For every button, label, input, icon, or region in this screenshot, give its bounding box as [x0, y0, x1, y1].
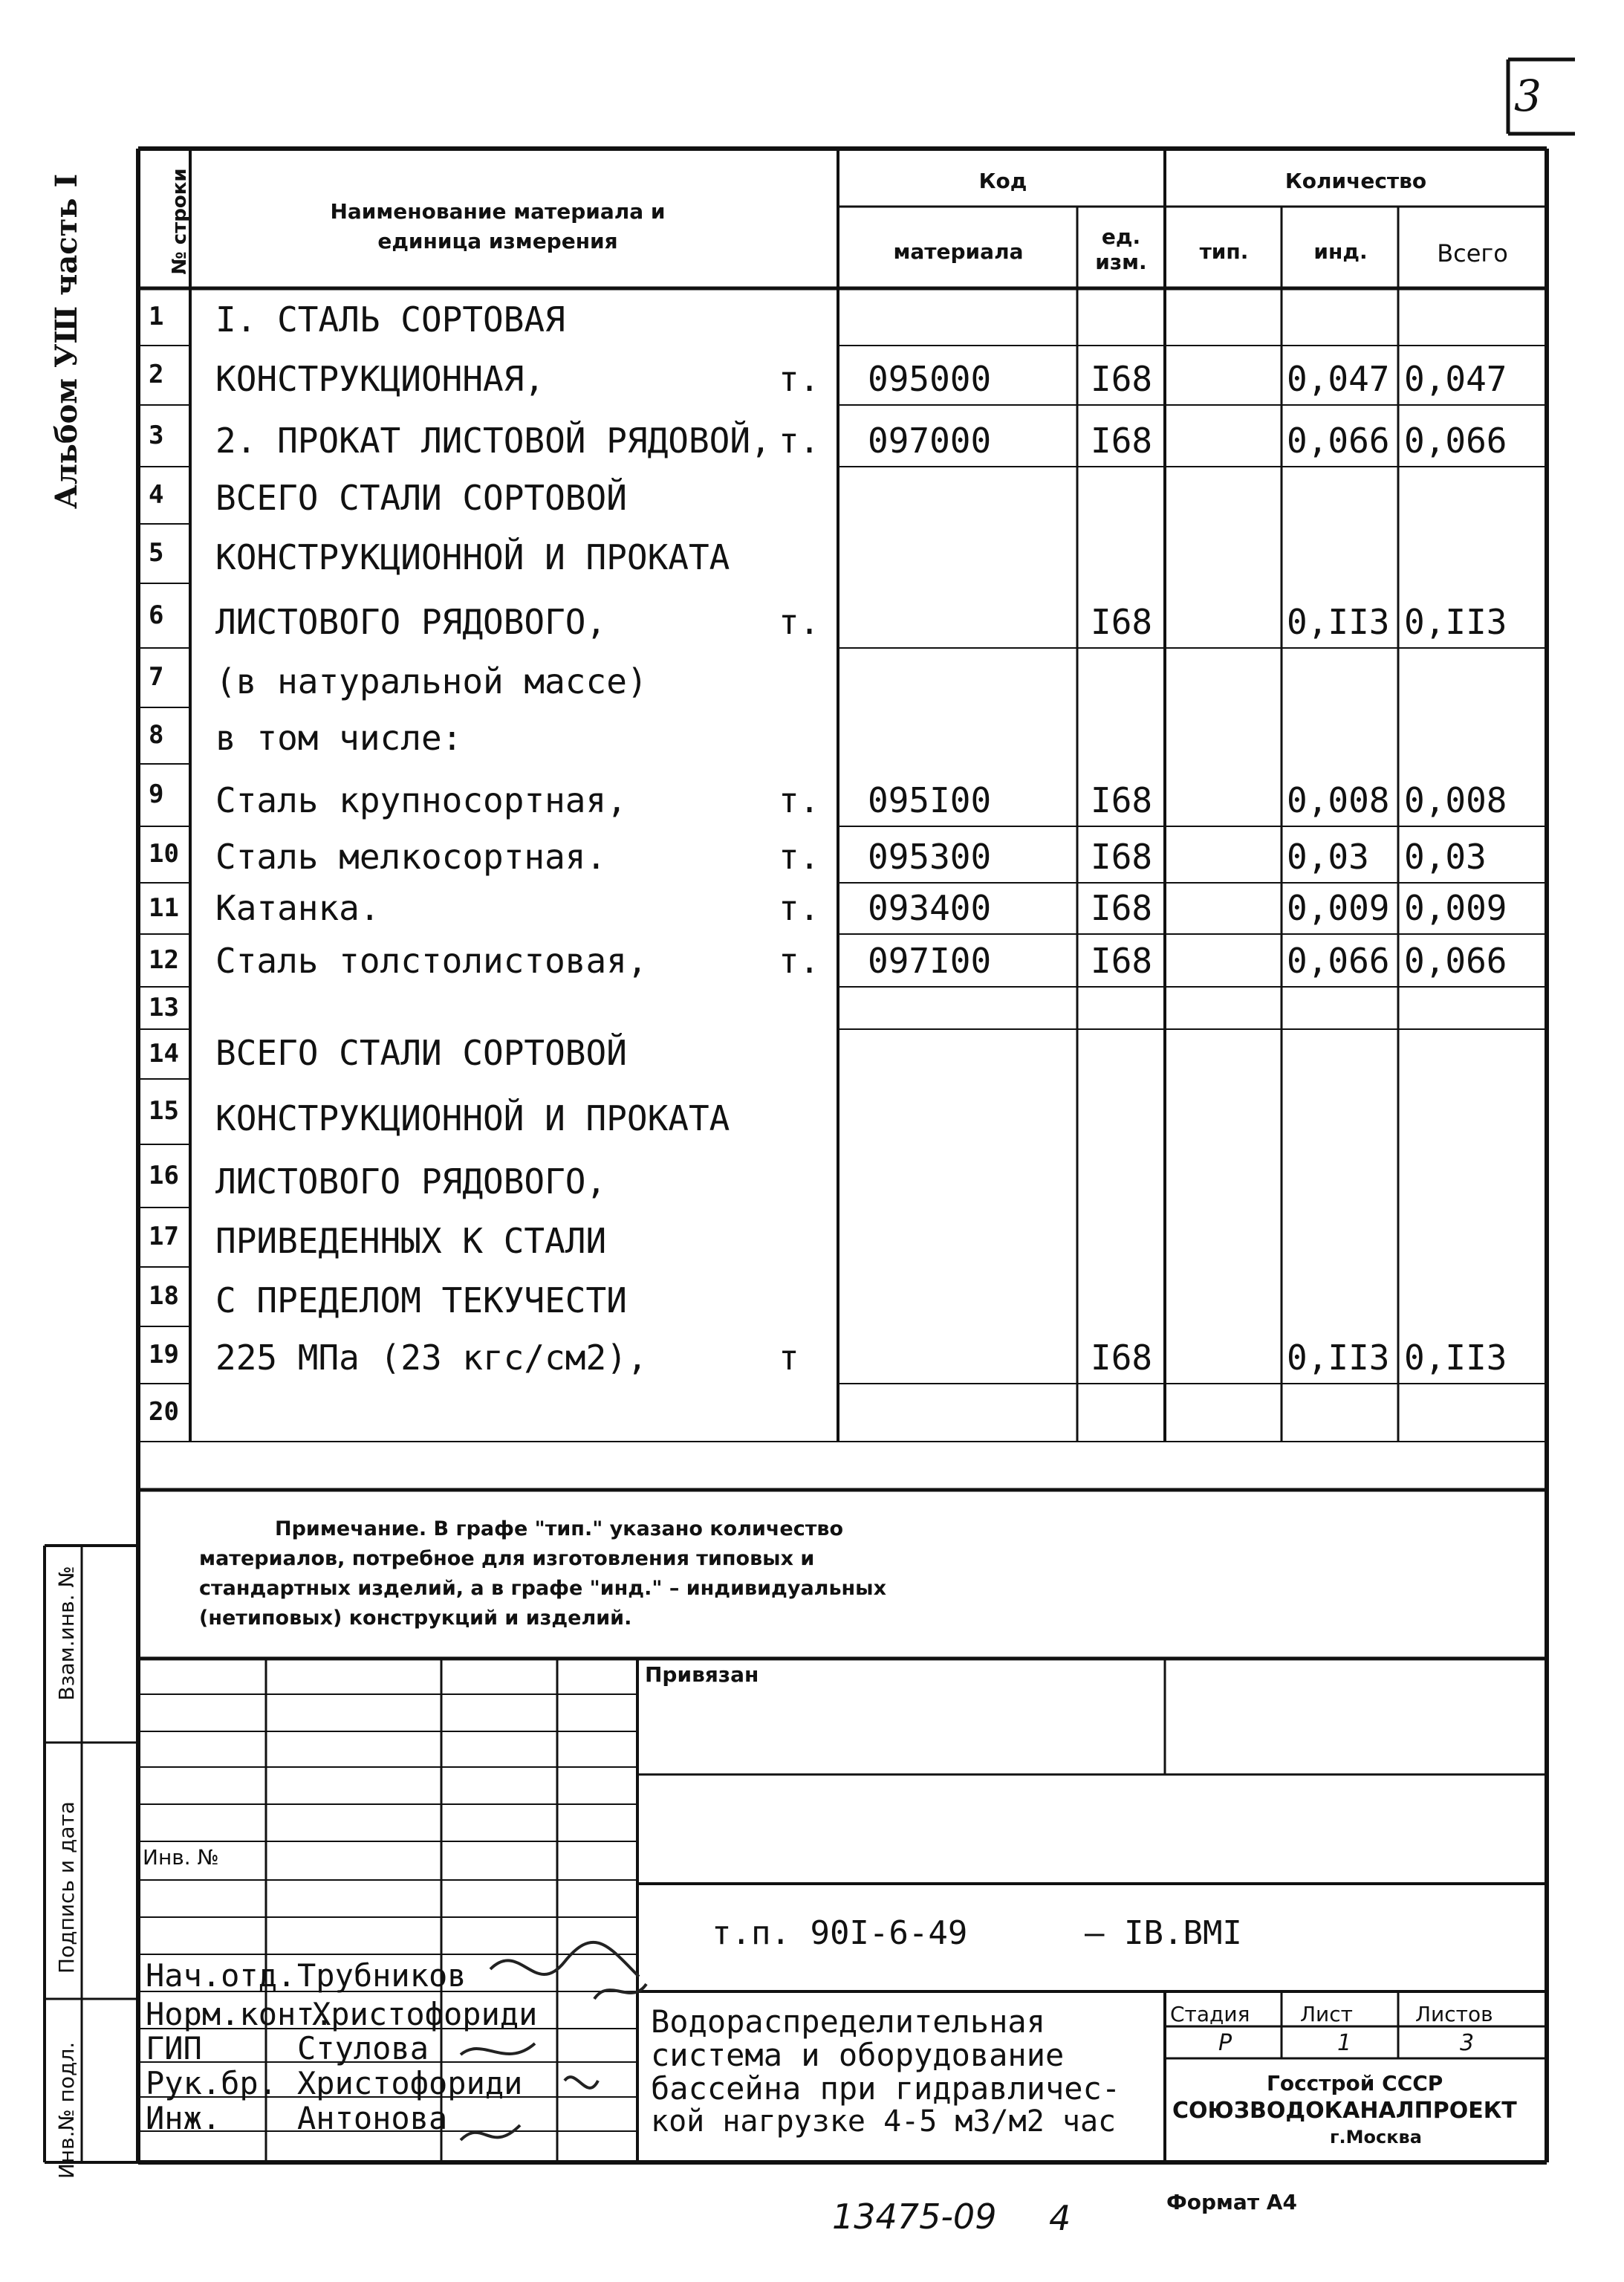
unit-code: I68	[1091, 837, 1153, 877]
inv-no-label: Инв. №	[143, 1845, 219, 1870]
material-name: 2. ПРОКАТ ЛИСТОВОЙ РЯДОВОЙ,	[215, 421, 771, 461]
row-number: 3	[149, 420, 164, 450]
note-line-2: материалов, потребное для изготовления типовых и	[199, 1547, 815, 1570]
staff-role: Нач.отд.	[146, 1957, 296, 1994]
header-code: Код	[978, 169, 1027, 193]
row-number: 2	[149, 360, 164, 389]
header-row-number: № строки	[169, 168, 191, 275]
unit-code: I68	[1091, 888, 1153, 928]
row-number: 12	[149, 944, 179, 975]
header-qty-typical: тип.	[1199, 239, 1249, 264]
row-number: 4	[149, 479, 164, 510]
stage-value: Р	[1218, 2030, 1232, 2056]
material-name: ВСЕГО СТАЛИ СОРТОВОЙ	[215, 1033, 627, 1073]
material-code: 095I00	[868, 780, 992, 820]
title-line-2: система и оборудование	[651, 2037, 1065, 2073]
replace-inv-label: Взам.инв. №	[54, 1566, 79, 1701]
qty-individual: 0,047	[1287, 359, 1390, 399]
material-name: Сталь мелкосортная.	[215, 837, 607, 877]
unit: т	[779, 1338, 799, 1378]
qty-individual: 0,II3	[1287, 602, 1390, 642]
row-number: 15	[149, 1096, 179, 1126]
sheets-label: Листов	[1415, 2002, 1493, 2026]
staff-name: Христофориди	[312, 1996, 538, 2032]
row-number: 5	[149, 538, 164, 568]
header-quantity: Количество	[1284, 169, 1427, 193]
stage-label: Стадия	[1170, 2002, 1250, 2026]
row-number: 14	[149, 1038, 179, 1069]
unit-code: I68	[1091, 421, 1153, 461]
row-number: 10	[149, 839, 179, 869]
material-name: ЛИСТОВОГО РЯДОВОГО,	[215, 602, 607, 642]
unit: т.	[779, 941, 820, 981]
row-number: 1	[149, 301, 164, 331]
row-number: 18	[149, 1281, 179, 1311]
material-name: Сталь крупносортная,	[215, 780, 627, 820]
original-inv-label: Инв.№ подл.	[54, 2041, 79, 2179]
row-number: 9	[149, 779, 164, 809]
material-code: 095000	[868, 359, 992, 399]
material-code: 093400	[868, 888, 992, 928]
unit: т.	[779, 421, 820, 461]
format-label: Формат А4	[1166, 2190, 1297, 2214]
note-line-4: (нетиповых) конструкций и изделий.	[199, 1607, 632, 1630]
page-number: 3	[1514, 71, 1542, 121]
qty-total: 0,066	[1404, 941, 1507, 981]
qty-individual: 0,009	[1287, 888, 1390, 928]
row-number: 20	[149, 1397, 179, 1427]
note-line-1: Примечание. В графе "тип." указано количество	[275, 1517, 844, 1540]
unit-code: I68	[1091, 1338, 1153, 1378]
unit: т.	[779, 837, 820, 877]
unit: т.	[779, 359, 820, 399]
staff-role: Инж.	[146, 2100, 221, 2136]
material-name: КОНСТРУКЦИОННАЯ,	[215, 359, 545, 399]
org-line-2: СОЮЗВОДОКАНАЛПРОЕКТ	[1172, 2098, 1517, 2124]
sheet-label: Лист	[1300, 2002, 1353, 2026]
unit: т.	[779, 602, 820, 642]
material-name: I. СТАЛЬ СОРТОВАЯ	[215, 299, 565, 340]
material-code: 095300	[868, 837, 992, 877]
qty-individual: 0,066	[1287, 941, 1390, 981]
material-name: в том числе:	[215, 718, 463, 758]
qty-individual: 0,066	[1287, 421, 1390, 461]
row-number: 13	[149, 992, 179, 1022]
unit-code: I68	[1091, 941, 1153, 981]
qty-individual: 0,008	[1287, 780, 1390, 820]
title-line-1: Водораспределительная	[651, 2003, 1046, 2040]
title-line-3: бассейна при гидравличес-	[651, 2070, 1121, 2107]
header-code-material: материала	[893, 239, 1024, 264]
material-name: ВСЕГО СТАЛИ СОРТОВОЙ	[215, 478, 627, 518]
qty-total: 0,008	[1404, 780, 1507, 820]
sheets-value: 3	[1460, 2030, 1475, 2056]
sheet-value: 1	[1337, 2030, 1352, 2056]
unit-code: I68	[1091, 602, 1153, 642]
unit-code: I68	[1091, 780, 1153, 820]
row-number: 8	[149, 720, 164, 750]
material-name: Сталь толстолистовая,	[215, 941, 648, 981]
header-qty-individual: инд.	[1313, 239, 1368, 264]
material-name: ПРИВЕДЕННЫХ К СТАЛИ	[215, 1221, 607, 1261]
qty-individual: 0,II3	[1287, 1338, 1390, 1378]
row-number: 6	[149, 600, 164, 630]
note-line-3: стандартных изделий, а в графе "инд." – индивидуальных	[199, 1577, 887, 1600]
material-name: С ПРЕДЕЛОМ ТЕКУЧЕСТИ	[215, 1280, 627, 1320]
signature-date-label: Подпись и дата	[54, 1801, 79, 1974]
row-number: 7	[149, 662, 164, 692]
staff-role: ГИП	[146, 2030, 202, 2067]
qty-individual: 0,03	[1287, 837, 1369, 877]
unit: т.	[779, 888, 820, 928]
staff-role: Рук.бр.	[146, 2065, 278, 2101]
staff-name: Трубников	[297, 1957, 467, 1994]
material-name: Катанка.	[215, 888, 380, 928]
row-number: 11	[149, 892, 179, 923]
privyazan-label: Привязан	[645, 1662, 759, 1687]
org-line-1: Госстрой СССР	[1267, 2071, 1443, 2095]
footer-handwritten-mark: 4	[1049, 2198, 1071, 2238]
staff-name: Антонова	[297, 2100, 448, 2136]
qty-total: 0,066	[1404, 421, 1507, 461]
album-label: Альбом УШ часть I	[49, 173, 84, 509]
qty-total: 0,009	[1404, 888, 1507, 928]
material-name: ЛИСТОВОГО РЯДОВОГО,	[215, 1161, 607, 1202]
material-name: КОНСТРУКЦИОННОЙ И ПРОКАТА	[215, 537, 730, 577]
material-code: 097000	[868, 421, 992, 461]
material-code: 097I00	[868, 941, 992, 981]
header-material-name: Наименование материала и единица измерения	[330, 199, 666, 253]
qty-total: 0,03	[1404, 837, 1487, 877]
row-number: 17	[149, 1222, 179, 1251]
doc-suffix: – IВ.ВМI	[1085, 1914, 1242, 1952]
material-name: (в натуральной массе)	[215, 661, 648, 701]
header-qty-total: Всего	[1437, 239, 1508, 268]
header-code-unit: ед. изм.	[1095, 224, 1147, 274]
doc-code: т.п. 90I-6-49	[712, 1914, 968, 1952]
qty-total: 0,047	[1404, 359, 1507, 399]
material-name: 225 МПа (23 кгс/см2),	[215, 1338, 648, 1378]
staff-role: Норм.конт.	[146, 1996, 334, 2032]
row-number: 16	[149, 1160, 179, 1190]
qty-total: 0,II3	[1404, 1338, 1507, 1378]
material-name: КОНСТРУКЦИОННОЙ И ПРОКАТА	[215, 1098, 730, 1138]
unit-code: I68	[1091, 359, 1153, 399]
title-line-4: кой нагрузке 4-5 м3/м2 час	[651, 2104, 1117, 2139]
staff-name: Стулова	[297, 2030, 429, 2067]
staff-name: Христофориди	[297, 2065, 523, 2101]
org-line-3: г.Москва	[1330, 2127, 1422, 2148]
footer-handwritten-number: 13475-09	[832, 2197, 997, 2237]
qty-total: 0,II3	[1404, 602, 1507, 642]
row-number: 19	[149, 1339, 179, 1369]
unit: т.	[779, 780, 820, 820]
